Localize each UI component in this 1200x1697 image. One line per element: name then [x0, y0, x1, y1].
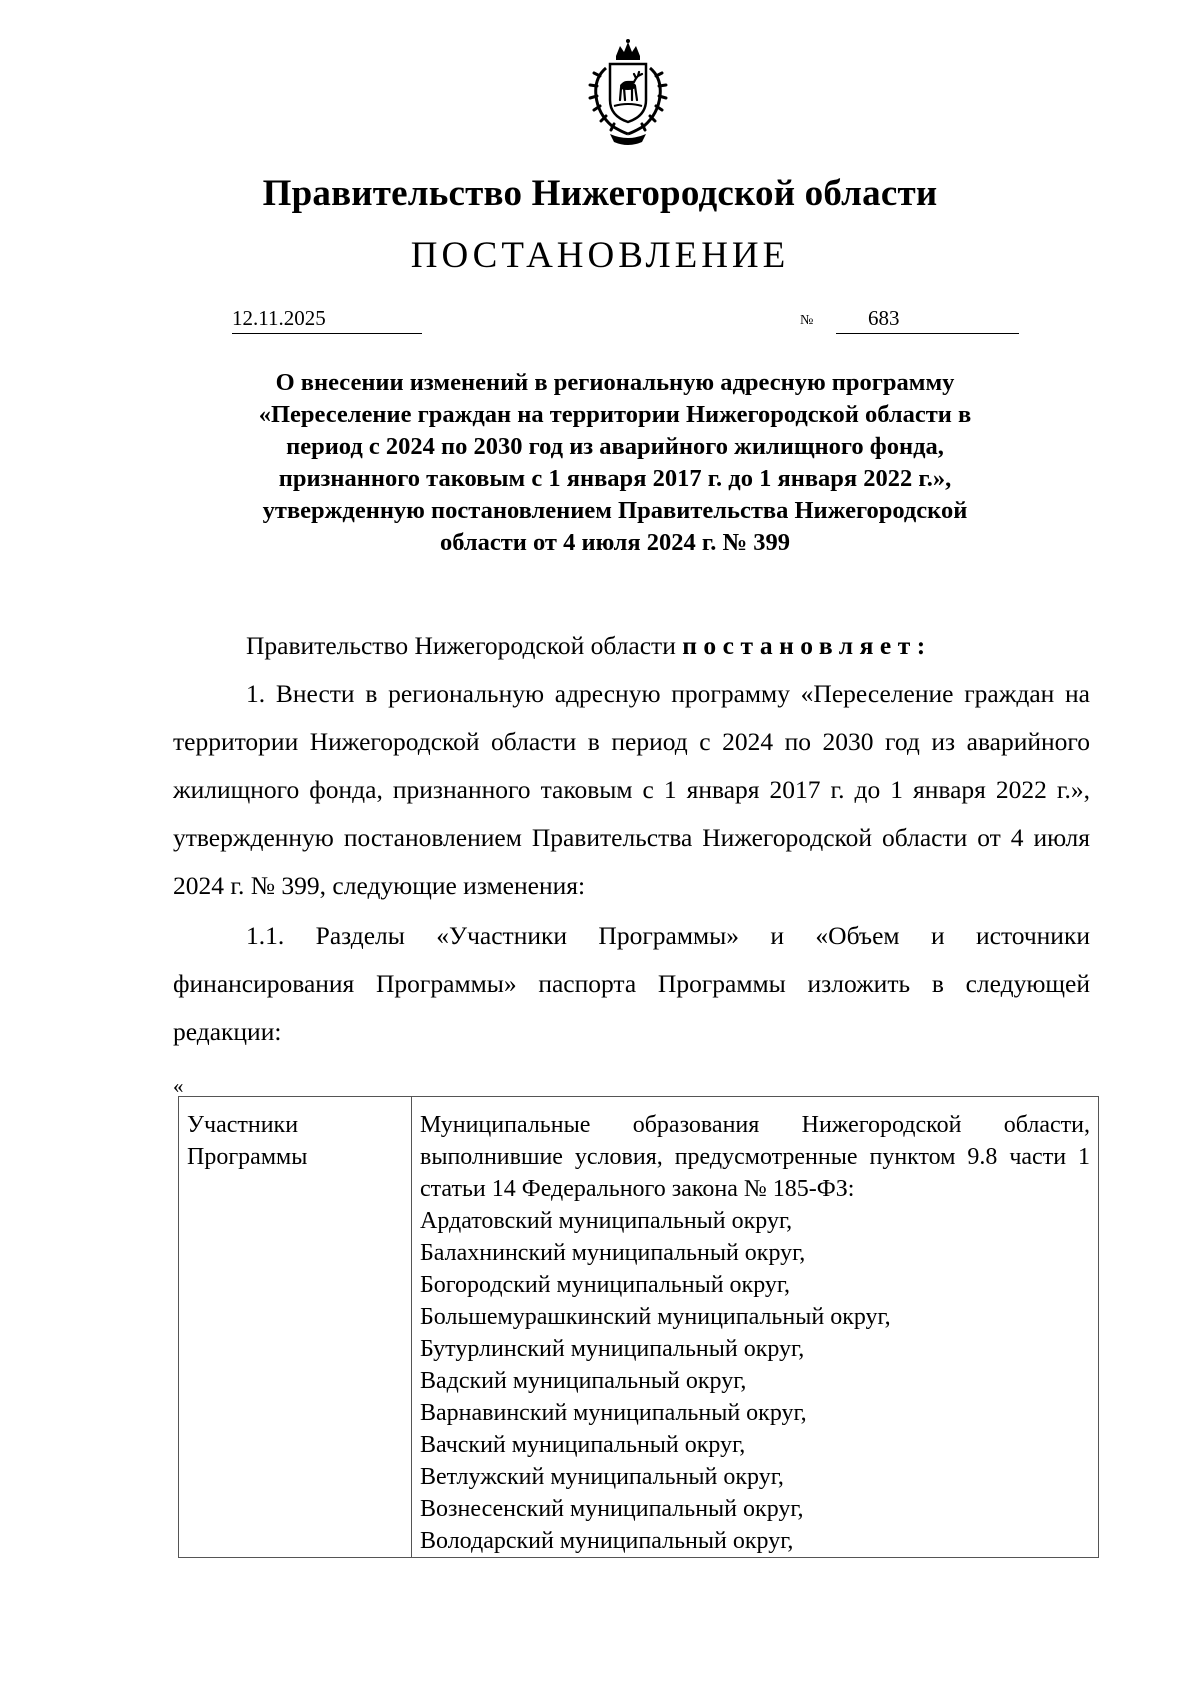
list-item: Вачский муниципальный округ, [420, 1432, 746, 1458]
intro-paragraph [173, 622, 1090, 670]
list-item: Балахнинский муниципальный округ, [420, 1240, 806, 1266]
program-passport-table [178, 1096, 1099, 1558]
list-item: Ветлужский муниципальный округ, [420, 1464, 784, 1490]
intro-verb: постановляет: [682, 631, 932, 660]
paragraph-item-1-1: 1.1. Разделы «Участники Программы» и «Объем и источники финансирования Программы» паспорта Программы изложить в следующей редакции: [173, 921, 1090, 1046]
list-item: Вадский муниципальный округ, [420, 1368, 747, 1394]
table-value-cell [412, 1097, 1099, 1558]
participants-intro: Муниципальные образования Нижегородской области, выполнившие условия, предусмотренные пунктом 9.8 части 1 статьи 14 Федерального закона № 185-ФЗ: [420, 1112, 1090, 1202]
coat-of-arms-icon [572, 38, 684, 148]
document-type: ПОСТАНОВЛЕНИЕ [410, 235, 790, 276]
list-item: Ардатовский муниципальный округ, [420, 1208, 793, 1234]
document-date: 12.11.2025 [232, 305, 422, 334]
list-item: Вознесенский муниципальный округ, [420, 1496, 804, 1522]
opening-quote: « [173, 1074, 184, 1098]
paragraph-item-1: 1. Внести в региональную адресную программу «Переселение граждан на территории Нижегородской области в период с 2024 по 2030 год из аварийного жилищного фонда, признанного таковым с 1 января 2017 г. до 1 января 2022 г.», утвержденную постановлением Правительства Нижегородской области от 4 июля 2024 г. № 399, следующие изменения: [173, 679, 1090, 900]
list-item: Бутурлинский муниципальный округ, [420, 1336, 805, 1362]
list-item: Володарский муниципальный округ, [420, 1528, 794, 1554]
number-sign: № [800, 313, 814, 328]
document-heading: О внесении изменений в региональную адресную программу «Переселение граждан на территории Нижегородской области в период с 2024 по 2030 год из аварийного жилищного фонда, признанного таковым с 1 января 2017 г. до 1 января 2022 г.», утвержденную постановлением Правительства Нижегородской области от 4 июля 2024 г. № 399 [258, 369, 972, 556]
list-item: Богородский муниципальный округ, [420, 1272, 791, 1298]
list-item: Большемурашкинский муниципальный округ, [420, 1304, 891, 1330]
intro-prefix: Правительство Нижегородской области [246, 631, 676, 660]
table-label-cell: Участники Программы [179, 1097, 412, 1558]
table-row [179, 1097, 1099, 1558]
list-item: Варнавинский муниципальный округ, [420, 1400, 807, 1426]
government-title: Правительство Нижегородской области [262, 173, 938, 214]
document-number: 683 [836, 305, 1019, 334]
